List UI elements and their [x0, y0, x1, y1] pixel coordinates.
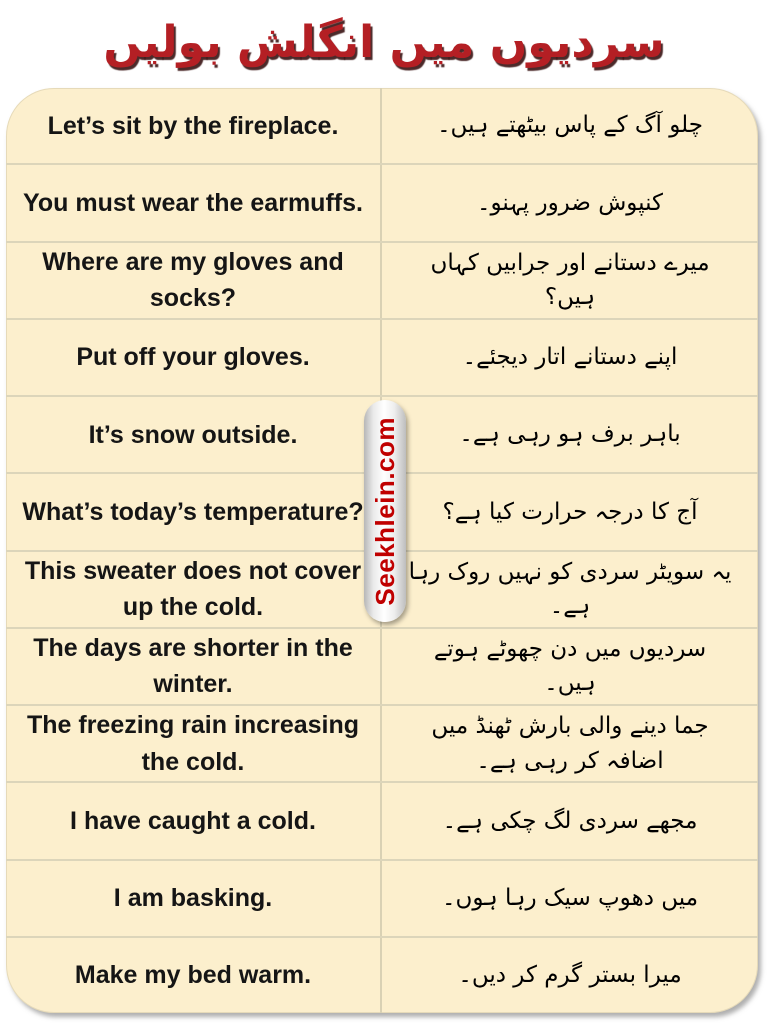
urdu-translation: یہ سویٹر سردی کو نہیں روک رہا ہے۔ [408, 558, 732, 620]
urdu-translation: میرا بستر گرم کر دیں۔ [458, 962, 682, 989]
urdu-translation: آج کا درجہ حرارت کیا ہے؟ [442, 498, 698, 525]
english-sentence: Put off your gloves. [6, 320, 382, 395]
table-row [6, 163, 758, 240]
english-sentence: This sweater does not cover up the cold. [6, 552, 382, 627]
table-row [6, 704, 758, 781]
english-sentence: The days are shorter in the winter. [6, 629, 382, 704]
urdu-translation: جما دینے والی بارش ٹھنڈ میں اضافہ کر رہی ہے۔ [431, 713, 709, 774]
urdu-translation: سردیوں میں دن چھوٹے ہوتے ہیں۔ [433, 635, 707, 697]
english-sentence: I am basking. [6, 861, 382, 936]
table-row [6, 859, 758, 936]
table-row [6, 781, 758, 858]
english-sentence: The freezing rain increasing the cold. [6, 706, 382, 781]
urdu-translation: مجھے سردی لگ چکی ہے۔ [442, 807, 698, 834]
english-sentence: Let’s sit by the fireplace. [6, 88, 382, 163]
urdu-translation: باہر برف ہو رہی ہے۔ [459, 421, 681, 448]
english-sentence: Make my bed warm. [6, 938, 382, 1013]
english-sentence: It’s snow outside. [6, 397, 382, 472]
english-sentence: I have caught a cold. [6, 783, 382, 858]
table-row [6, 627, 758, 704]
english-sentence: Where are my gloves and socks? [6, 243, 382, 318]
watermark-badge [364, 400, 406, 622]
table-row [6, 936, 758, 1013]
table-row [6, 241, 758, 318]
urdu-translation: اپنے دستانے اتار دیجئے۔ [462, 344, 678, 371]
page-title-bar [0, 0, 768, 86]
urdu-translation: میں دھوپ سیک رہا ہوں۔ [441, 884, 699, 911]
english-sentence: What’s today’s temperature? [6, 474, 382, 549]
page-title: سردیوں میں انگلش بولیں [103, 17, 665, 68]
english-sentence: You must wear the earmuffs. [6, 165, 382, 240]
urdu-translation: میرے دستانے اور جرابیں کہاں ہیں؟ [430, 249, 710, 311]
urdu-translation: چلو آگ کے پاس بیٹھتے ہیں۔ [437, 112, 703, 139]
watermark-text: Seekhlein.com [369, 416, 400, 606]
table-row [6, 88, 758, 163]
table-row [6, 318, 758, 395]
urdu-translation: کنپوش ضرور پہنو۔ [476, 189, 664, 216]
